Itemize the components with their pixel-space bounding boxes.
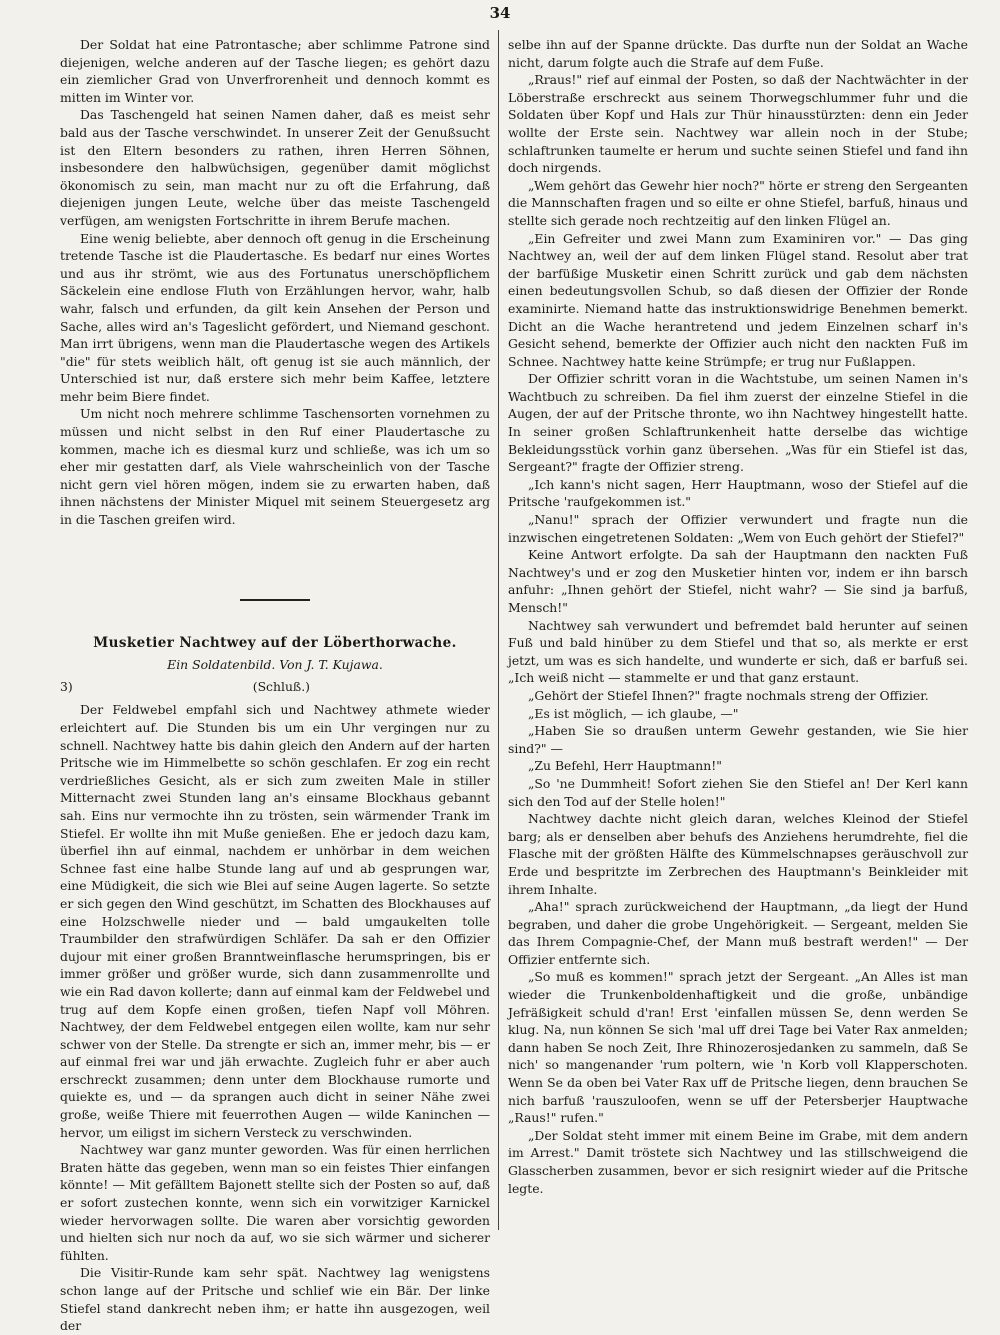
left-column — [60, 36, 490, 1334]
story-number: 3) — [60, 678, 73, 694]
paragraph: Das Taschengeld hat seinen Namen daher, daß es meist sehr bald aus der Tasche verschwindet. In unserer Zeit der Genußsucht ist den Eltern besonders zu rathen, ihren Herren Söhnen, insbesondere den halbwüchsigen, gegenüber damit möglichst ökonomisch zu sein, man macht nur zu oft die Erfahrung, daß diejenigen jungen Leute, welche über das meiste Taschengeld verfügen, am wenigsten Fortschritte in ihrem Berufe machen. — [60, 107, 490, 228]
paragraph: Nachtwey war ganz munter geworden. Was für einen herrlichen Braten hätte das gegeben, wenn man so ein feistes Thier einfangen könnte! — Mit gefälltem Bajonett stellte sich der Posten so auf, daß er sofort zustechen konnte, wenn sich ein vorwitziger Karnickel wieder hervorwagen sollte. Die waren aber vorsichtig geworden und hielten sich nur noch da auf, wo sie sich wärmer und sicherer fühlten. — [60, 1142, 490, 1263]
paragraph: Nachtwey dachte nicht gleich daran, welches Kleinod der Stiefel barg; als er denselben aber behufs des Anziehens herumdrehte, fiel die Flasche mit der größten Hälfte des Kümmelschnapses geräuschvoll zur Erde und bespritzte im Zerbrechen des Hauptmann's Beinkleider mit ihrem Inhalte. — [508, 811, 968, 897]
paragraph: selbe ihn auf der Spanne drückte. Das durfte nun der Soldat an Wache nicht, darum folgte auch die Strafe auf dem Fuße. — [508, 37, 968, 70]
paragraph: Der Feldwebel empfahl sich und Nachtwey athmete wieder erleichtert auf. Die Stunden bis um ein Uhr vergingen nur zu schnell. Nachtwey hatte bis dahin gleich den Andern auf der harten Pritsche wie im Himmelbette so schön geschlafen. Er zog ein recht verdrießliches Gesicht, als er sich zum zweiten Male in stiller Mitternacht zwei Stunden lang an's einsame Blockhaus gebannt sah. Eins nur vermochte ihn zu trösten, sein wärmender Trank im Stiefel. Er wollte ihn mit Muße genießen. Ehe er jedoch dazu kam, überfiel ihn auf einmal, nachdem er unhörbar in dem weichen Schnee fast eine halbe Stunde lang auf und ab gesprungen war, eine Müdigkeit, die sich wie Blei auf seine Augen lagerte. So setzte er sich gegen den Wind geschützt, im Schatten des Blockhauses auf eine Holzschwelle nieder und — bald umgaukelten tolle Traumbilder den strafwürdigen Schläfer. Da sah er den Offizier dujour mit einer großen Branntweinflasche herumspringen, bis er immer größer und größer wurde, sich dann zusammenrollte und wie ein Rad davon kollerte; dann auf einmal kam der Feldwebel und trug auf dem Kopfe einen großen, tiefen Napf voll Möhren. Nachtwey, der dem Feldwebel entgegen eilen wollte, kam nur sehr schwer von der Stelle. Da strengte er sich an, immer mehr, bis — er auf einmal frei war und jäh erwachte. Zugleich fuhr er aber auch erschreckt zusammen; denn unter dem Blockhause rumorte und quiekte es, und — da sprangen auch dicht in seiner Nähe zwei große, weiße Thiere mit feuerrothen Augen — wilde Kaninchen — hervor, um eiligst im sichern Versteck zu verschwinden. — [60, 702, 490, 1140]
section-divider — [240, 599, 310, 601]
paragraph: „So muß es kommen!" sprach jetzt der Sergeant. „An Alles ist man wieder die Trunkenboldenhaftigkeit und die große, unbändige Jefräßigkeit schuld d'ran! Erst 'einfallen müssen Se, denn werden Se klug. Na, nun können Se sich 'mal uff drei Tage bei Vater Rax anmelden; dann haben Se noch Zeit, Ihre Rhinozerosjedanken zu sammeln, daß Se nich' so mangenander 'rum poltern, wie 'n Korb voll Klapperschoten. Wenn Se da oben bei Vater Rax uff de Pritsche liegen, denn brauchen Se nich barfuß 'rauszuloofen, wenn se uff der Petersberjer Hauptwache „Raus!" rufen." — [508, 969, 968, 1126]
paragraph: Keine Antwort erfolgte. Da sah der Hauptmann den nackten Fuß Nachtwey's und er zog den Musketier hinten vor, indem er ihn barsch anfuhr: „Ihnen gehört der Stiefel, nicht wahr? — Sie sind ja barfuß, Mensch!" — [508, 547, 968, 615]
paragraph: „Nanu!" sprach der Offizier verwundert und fragte nun die inzwischen eingetretenen Soldaten: „Wem von Euch gehört der Stiefel?" — [508, 512, 968, 545]
paragraph: „Es ist möglich, — ich glaube, —" — [528, 705, 739, 721]
paragraph: „Gehört der Stiefel Ihnen?" fragte nochmals streng der Offizier. — [528, 687, 929, 703]
paragraph: „Haben Sie so draußen unterm Gewehr gestanden, wie Sie hier sind?" — — [508, 723, 968, 756]
paragraph: Die Visitir-Runde kam sehr spät. Nachtwey lag wenigstens schon lange auf der Pritsche und schlief wie ein Bär. Der linke Stiefel stand dankrecht neben ihm; er hatte ihn ausgezogen, weil der — [60, 1265, 490, 1334]
paragraph: „Ich kann's nicht sagen, Herr Hauptmann, woso der Stiefel auf die Pritsche 'raufgekommen ist." — [508, 476, 968, 510]
paragraph: Nachtwey sah verwundert und befremdet bald herunter auf seinen Fuß und bald hinüber zu dem Stiefel und that so, als merkte er erst jetzt, um was es sich handelte, und wunderte er sich, daß er barfuß sei. „Ich weiß nicht — stammelte er und that ganz erstaunt. — [508, 617, 968, 686]
paragraph: „Zu Befehl, Herr Hauptmann!" — [528, 758, 722, 774]
right-column — [508, 36, 968, 1226]
paragraph: Um nicht noch mehrere schlimme Taschensorten vornehmen zu müssen und nicht selbst in den Ruf einer Plaudertasche zu kommen, mache ich es diesmal kurz und schließe, was ich um so eher mir gestatten darf, als Viele wahrscheinlich von der Tasche nicht gern viel hören mögen, indem sie zu erwarten haben, daß ihnen nächstens der Minister Miquel mit seinem Steuergesetz arg in die Taschen greifen wird. — [60, 406, 490, 528]
paragraph: „Rraus!" rief auf einmal der Posten, so daß der Nachtwächter in der Löberstraße erschreckt aus seinem Thorwegschlummer fuhr und die Soldaten über Kopf und Hals zur Thür hinausstürzten: denn ein Jeder wollte der Erste sein. Nachtwey war allein noch in der Stube; schlaftrunken taumelte er herum und suchte seinen Stiefel und fand ihn doch nirgends. — [508, 72, 968, 176]
paragraph: „So 'ne Dummheit! Sofort ziehen Sie den Stiefel an! Der Kerl kann sich den Tod auf der Stelle holen!" — [508, 775, 968, 809]
story-meta — [60, 678, 490, 696]
paragraph: Eine wenig beliebte, aber dennoch oft genug in die Erscheinung tretende Tasche ist die Plaudertasche. Es bedarf nur eines Wortes und aus ihr strömt, wie aus des Fortunatus unerschöpflichem Säckelein eine endlose Fluth von Erzählungen hervor, wahr, halb wahr, falsch und erfunden, da gilt kein Ansehen der Person und Sache, alles wird an's Tageslicht gefördert, und Niemand geschont. Man irrt übrigens, wenn man die Plaudertasche wegen des Artikels "die" für stets weiblich hält, oft genug ist sie auch männlich, der Unterschied ist nur, daß erstere sich mehr beim Kaffee, letztere mehr beim Biere findet. — [60, 230, 490, 404]
column-rule — [498, 30, 499, 1230]
paragraph: „Aha!" sprach zurückweichend der Hauptmann, „da liegt der Hund begraben, und daher die grobe Ungehörigkeit. — Sergeant, melden Sie das Ihrem Compagnie-Chef, der Mann muß bestraft werden!" — Der Offizier entfernte sich. — [508, 899, 968, 967]
paragraph: Der Offizier schritt voran in die Wachtstube, um seinen Namen in's Wachtbuch zu schreiben. Da fiel ihm zuerst der einzelne Stiefel in die Augen, der auf der Pritsche thronte, wo ihn Nachtwey hingestellt hatte. In seiner großen Schlaftrunkenheit hatte derselbe das wichtige Bekleidungsstück vorhin ganz übersehen. „Was für ein Stiefel ist das, Sergeant?" fragte der Offizier streng. — [508, 371, 968, 475]
story-subtitle: Ein Soldatenbild. Von J. T. Kujawa. — [167, 657, 383, 673]
paragraph: „Der Soldat steht immer mit einem Beine im Grabe, mit dem andern im Arrest." Damit tröstete sich Nachtwey und las stillschweigend die Glasscherben zusammen, bevor er sich resignirt wieder auf die Pritsche legte. — [508, 1127, 968, 1196]
page-number: 34 — [489, 4, 511, 22]
paragraph: Der Soldat hat eine Patrontasche; aber schlimme Patrone sind diejenigen, welche anderen auf der Tasche liegen; es gehört dazu ein ziemlicher Grad von Unverfrorenheit und dennoch kommt es mitten im Winter vor. — [60, 37, 490, 105]
paragraph: „Ein Gefreiter und zwei Mann zum Examiniren vor." — Das ging Nachtwey an, weil der auf dem linken Flügel stand. Resolut aber trat der barfüßige Musketir einen Schritt zurück und gab dem nächsten einen bedeutungsvollen Schub, so daß diesen der Offizier der Ronde examinirte. Niemand hatte das instruktionswidrige Benehmen bemerkt. Dicht an die Wache herantretend und jedem Einzelnen scharf in's Gesicht sehend, bemerkte der Offizier auch nicht den nackten Fuß im Schnee. Nachtwey hatte keine Strümpfe; er trug nur Fußlappen. — [508, 230, 968, 369]
story-conclusion: (Schluß.) — [252, 678, 310, 694]
story-title: Musketier Nachtwey auf der Löberthorwache. — [93, 634, 457, 651]
paragraph: „Wem gehört das Gewehr hier noch?" hörte er streng den Sergeanten die Mannschaften fragen und so eilte er ohne Stiefel, barfuß, hinaus und stellte sich gerade noch rechtzeitig auf den linken Flügel an. — [508, 177, 968, 228]
